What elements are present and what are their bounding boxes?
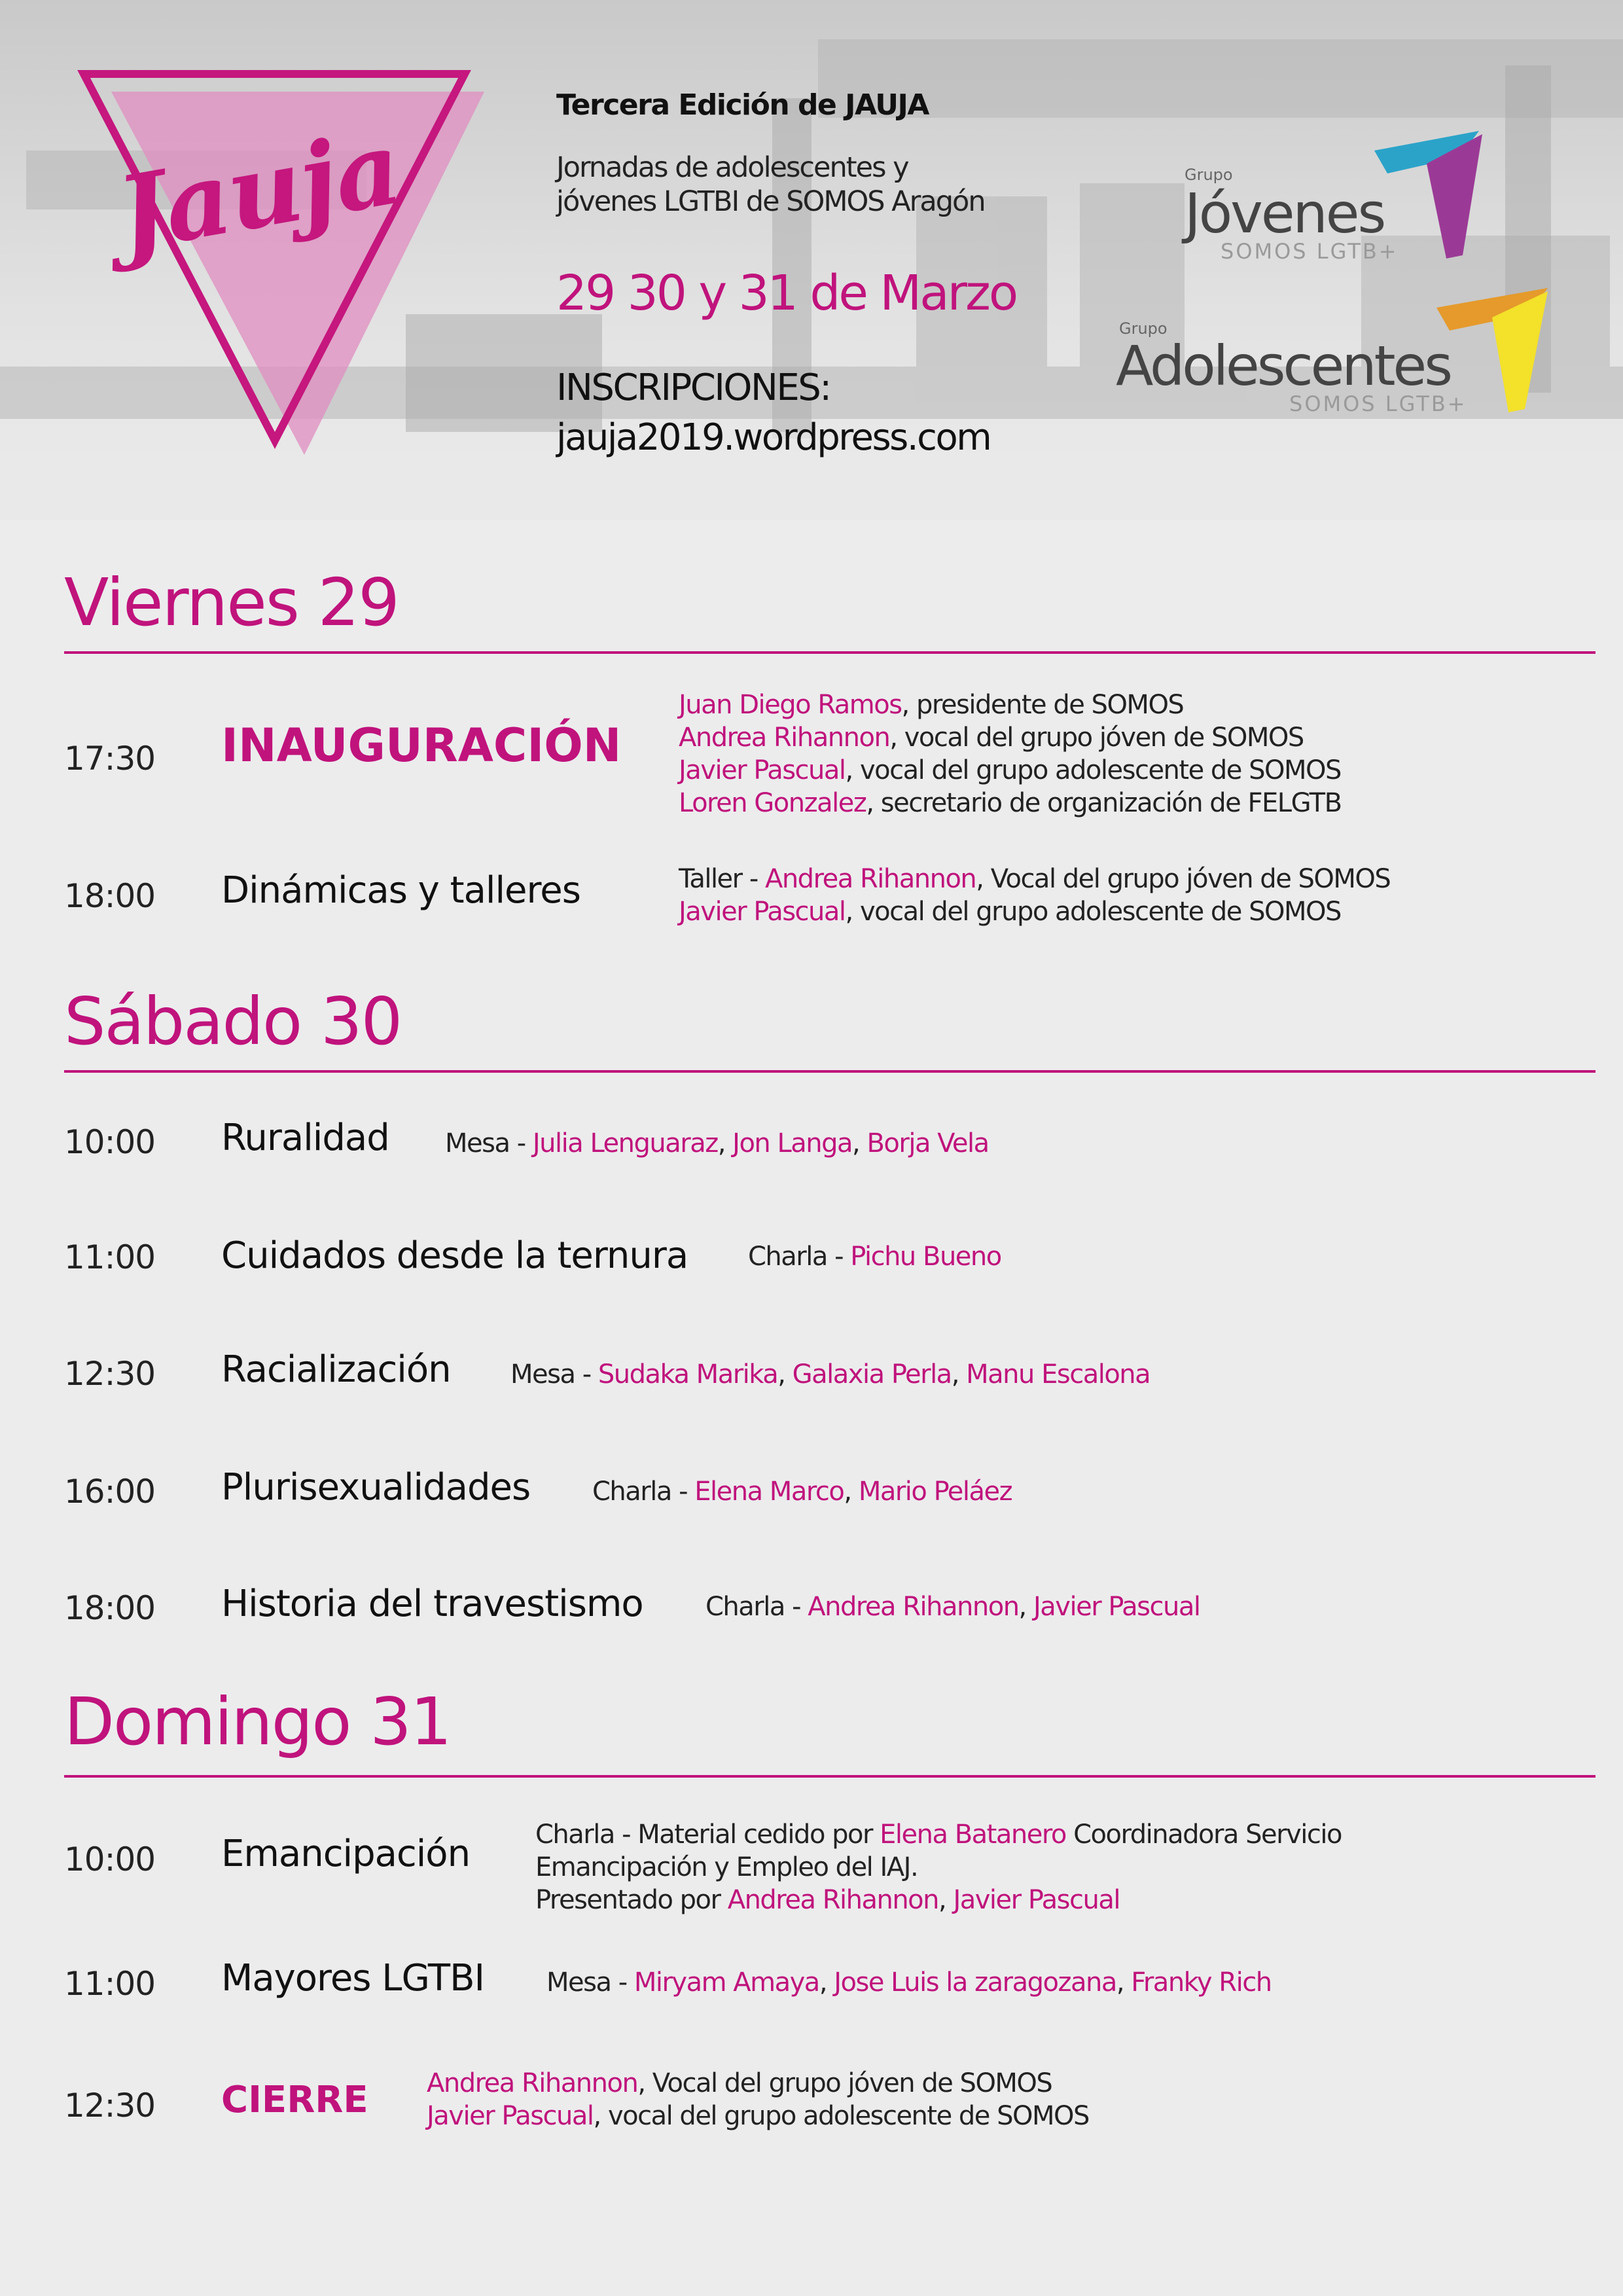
description-line: jóvenes LGTBI de SOMOS Aragón [556, 185, 985, 218]
event-details [510, 1358, 1150, 1391]
detail-text: , [852, 1128, 867, 1158]
speaker-name: Andrea Rihannon [764, 864, 976, 894]
detail-text: , vocal del grupo adolescente de SOMOS [845, 897, 1341, 927]
event-time: 10:00 [64, 1123, 156, 1161]
detail-text: , vocal del grupo jóven de SOMOS [889, 723, 1304, 753]
detail-text: , [819, 1967, 834, 1998]
jovenes-group-logo [1181, 128, 1489, 272]
event-details [748, 1240, 1001, 1273]
event-details [592, 1475, 1012, 1508]
speaker-name: Mario Peláez [858, 1477, 1012, 1507]
jovenes-small: Grupo [1185, 166, 1233, 184]
edition-title: Tercera Edición de JAUJA [556, 88, 929, 122]
event-name-inauguracion: INAUGURACIÓN [221, 719, 622, 772]
detail-text: , vocal del grupo adolescente de SOMOS [845, 755, 1341, 785]
detail-line [535, 1818, 1342, 1851]
event-description [556, 151, 985, 219]
event-name-dinamicas: Dinámicas y talleres [221, 869, 580, 912]
event-details [445, 1127, 989, 1160]
detail-line [546, 1966, 1272, 1999]
event-dates: 29 30 y 31 de Marzo [556, 265, 1017, 321]
event-details [705, 1590, 1200, 1623]
speaker-name: Manu Escalona [966, 1359, 1150, 1390]
section-divider [64, 651, 1596, 654]
detail-text: , [938, 1885, 954, 1915]
event-name-mayores: Mayores LGTBI [221, 1957, 484, 2000]
speaker-name: Andrea Rihannon [679, 723, 890, 753]
event-name-plurisexualidades: Plurisexualidades [221, 1466, 531, 1509]
event-time: 18:00 [64, 877, 156, 915]
speaker-name: Galaxia Perla [792, 1359, 952, 1390]
event-name-cierre: CIERRE [221, 2079, 368, 2121]
detail-line [679, 895, 1390, 928]
detail-text: Coordinadora Servicio [1065, 1820, 1342, 1850]
detail-line [510, 1358, 1150, 1391]
section-divider [64, 1070, 1596, 1073]
detail-line [592, 1475, 1012, 1508]
event-details [427, 2067, 1089, 2132]
speaker-name: Jon Langa [732, 1128, 853, 1158]
detail-line [535, 1851, 1342, 1884]
jauja-logo-text: Jauja [108, 107, 409, 275]
event-details [546, 1966, 1272, 1999]
event-time: 12:30 [64, 2087, 156, 2125]
detail-line [445, 1127, 989, 1160]
speaker-name: Juan Diego Ramos [679, 690, 902, 720]
detail-text: , secretario de organización de FELGTB [866, 788, 1342, 818]
speaker-name: Elena Batanero [880, 1820, 1066, 1850]
speaker-name: Franky Rich [1131, 1967, 1272, 1998]
detail-text: Emancipación y Empleo del IAJ. [535, 1852, 918, 1882]
adolescentes-name: Adolescentes [1116, 334, 1450, 398]
detail-text: , [844, 1477, 859, 1507]
event-name-travestismo: Historia del travestismo [221, 1583, 643, 1625]
speaker-name: Pichu Bueno [850, 1242, 1001, 1272]
speaker-name: Loren Gonzalez [679, 788, 866, 818]
detail-text: , vocal del grupo adolescente de SOMOS [593, 2101, 1089, 2131]
event-name-cuidados: Cuidados desde la ternura [221, 1234, 688, 1277]
event-time: 10:00 [64, 1840, 156, 1878]
event-name-ruralidad: Ruralidad [221, 1117, 389, 1159]
detail-line [679, 689, 1342, 721]
inscriptions-label: INSCRIPCIONES: [556, 367, 830, 409]
event-time: 12:30 [64, 1355, 156, 1393]
detail-text: , [1116, 1967, 1132, 1998]
detail-line [679, 754, 1342, 787]
section-divider [64, 1775, 1596, 1778]
detail-text: , Vocal del grupo jóven de SOMOS [637, 2068, 1052, 2098]
detail-text: Presentado por [535, 1885, 728, 1915]
day-title-viernes: Viernes 29 [64, 564, 399, 641]
event-details [535, 1818, 1342, 1916]
adolescentes-sub: SOMOS LGTB+ [1289, 391, 1467, 416]
speaker-name: Sudaka Marika [597, 1359, 778, 1390]
detail-text: Charla - [748, 1242, 851, 1272]
detail-text: Charla - [705, 1592, 808, 1622]
detail-line [535, 1884, 1342, 1916]
header-banner [0, 0, 1623, 520]
speaker-name: Javier Pascual [679, 755, 846, 785]
detail-text: Mesa - [445, 1128, 533, 1158]
jovenes-name: Jóvenes [1185, 181, 1385, 245]
detail-line [427, 2100, 1089, 2132]
detail-line [427, 2067, 1089, 2100]
detail-line [679, 721, 1342, 754]
detail-text: , [777, 1359, 793, 1390]
detail-line [705, 1590, 1200, 1623]
description-line: Jornadas de adolescentes y [556, 151, 908, 184]
event-name-racializacion: Racialización [221, 1348, 451, 1391]
speaker-name: Javier Pascual [679, 897, 846, 927]
speaker-name: Javier Pascual [1033, 1592, 1200, 1622]
speaker-name: Jose Luis la zaragozana [834, 1967, 1116, 1998]
detail-text: , Vocal del grupo jóven de SOMOS [976, 864, 1391, 894]
detail-line [679, 787, 1342, 819]
speaker-name: Andrea Rihannon [727, 1885, 939, 1915]
jovenes-sub: SOMOS LGTB+ [1221, 239, 1399, 264]
speaker-name: Andrea Rihannon [427, 2068, 638, 2098]
detail-text: Mesa - [546, 1967, 634, 1998]
adolescentes-group-logo [1116, 281, 1548, 425]
event-details [679, 689, 1342, 819]
speaker-name: Julia Lenguaraz [532, 1128, 718, 1158]
speaker-name: Borja Vela [866, 1128, 989, 1158]
detail-text: , [1018, 1592, 1033, 1622]
event-time: 11:00 [64, 1238, 156, 1276]
detail-line [748, 1240, 1001, 1273]
event-time: 11:00 [64, 1965, 156, 2003]
detail-text: Mesa - [510, 1359, 598, 1390]
detail-text: Charla - [592, 1477, 695, 1507]
day-title-domingo: Domingo 31 [64, 1683, 451, 1760]
event-time: 18:00 [64, 1589, 156, 1627]
detail-line [679, 863, 1390, 895]
detail-text: , presidente de SOMOS [901, 690, 1184, 720]
speaker-name: Andrea Rihannon [808, 1592, 1019, 1622]
detail-text: , [717, 1128, 733, 1158]
inscriptions-block [556, 363, 990, 463]
event-time: 16:00 [64, 1473, 156, 1511]
adolescentes-small: Grupo [1119, 319, 1168, 338]
speaker-name: Miryam Amaya [633, 1967, 819, 1998]
detail-text: Taller - [679, 864, 765, 894]
detail-text: Charla - Material cedido por [535, 1820, 880, 1850]
speaker-name: Elena Marco [694, 1477, 844, 1507]
event-name-emancipacion: Emancipación [221, 1833, 471, 1875]
day-title-sabado: Sábado 30 [64, 983, 402, 1060]
event-time: 17:30 [64, 740, 156, 778]
speaker-name: Javier Pascual [427, 2101, 594, 2131]
event-details [679, 863, 1390, 928]
detail-text: , [951, 1359, 967, 1390]
speaker-name: Javier Pascual [953, 1885, 1120, 1915]
inscriptions-url[interactable]: jauja2019.wordpress.com [556, 416, 991, 459]
